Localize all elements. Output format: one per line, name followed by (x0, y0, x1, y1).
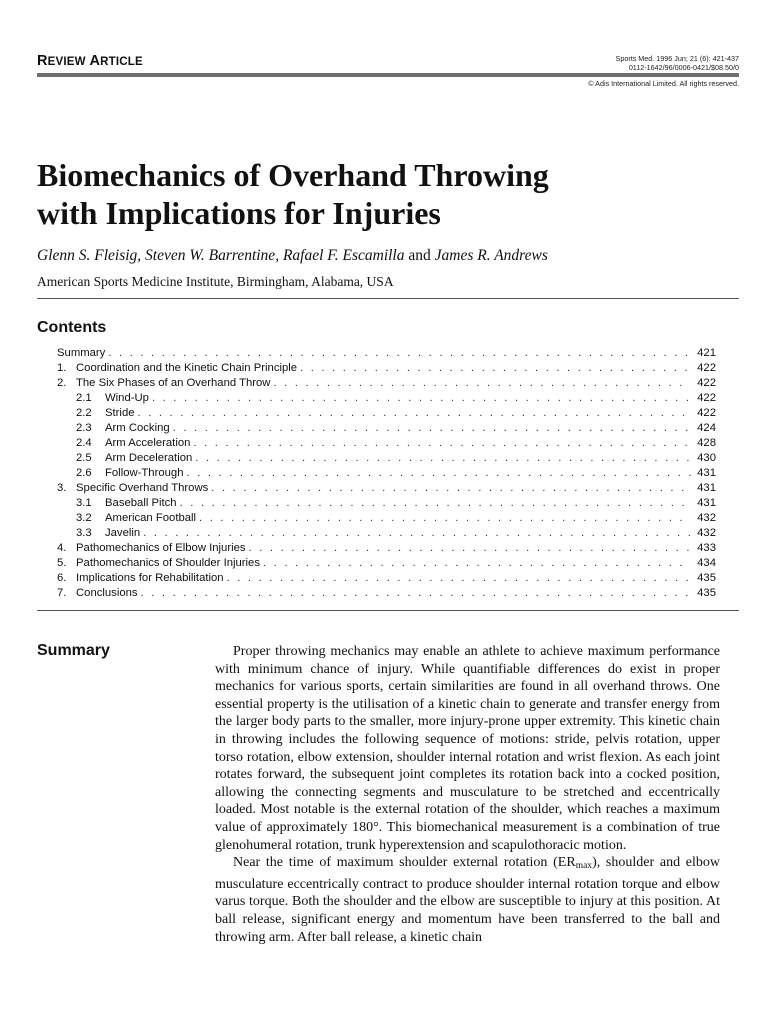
article-type-initial: R (37, 53, 48, 69)
citation-issn-line: 0112-1642/96/0006-0421/$08.50/0 (628, 63, 739, 72)
toc-entry-title: The Six Phases of an Overhand Throw (76, 377, 271, 389)
table-of-contents (57, 346, 716, 601)
toc-entry (57, 466, 716, 481)
article-title (37, 156, 737, 232)
authors-part-2: James R. Andrews (434, 247, 548, 264)
toc-entry (57, 571, 716, 586)
toc-entry-page: 428 (697, 437, 716, 449)
toc-dot-leader (211, 481, 691, 496)
toc-entry-title: Conclusions (76, 587, 138, 599)
toc-entry-number: 2.5 (76, 452, 92, 464)
toc-entry-page: 431 (697, 482, 716, 494)
toc-entry-title: Wind-Up (105, 392, 149, 404)
toc-entry-title: Summary (57, 347, 106, 359)
toc-dot-leader (199, 511, 691, 526)
toc-entry-number: 3.3 (76, 527, 92, 539)
toc-entry-number: 3.1 (76, 497, 92, 509)
article-type-initial-2: A (89, 53, 101, 69)
toc-entry-page: 435 (697, 572, 716, 584)
toc-entry-title: Pathomechanics of Elbow Injuries (76, 542, 246, 554)
toc-entry (57, 361, 716, 376)
toc-entry-number: 3. (57, 482, 67, 494)
toc-entry-page: 421 (697, 347, 716, 359)
toc-entry-title: American Football (105, 512, 197, 524)
toc-dot-leader (263, 556, 691, 571)
toc-entry-title: Implications for Rehabilitation (76, 572, 224, 584)
divider (37, 298, 739, 299)
toc-entry (57, 511, 716, 526)
toc-dot-leader (249, 541, 691, 556)
toc-entry (57, 496, 716, 511)
toc-entry (57, 436, 716, 451)
toc-entry (57, 346, 716, 361)
toc-entry-page: 434 (697, 557, 716, 569)
toc-entry (57, 526, 716, 541)
article-type-rest: EVIEW (47, 56, 86, 68)
toc-entry-page: 424 (697, 422, 716, 434)
toc-dot-leader (108, 346, 691, 361)
toc-dot-leader (180, 496, 691, 511)
toc-dot-leader (143, 526, 691, 541)
toc-dot-leader (227, 571, 691, 586)
toc-entry-title: Arm Cocking (105, 422, 170, 434)
toc-entry (57, 406, 716, 421)
toc-entry-title: Follow-Through (105, 467, 184, 479)
toc-entry-title: Javelin (105, 527, 141, 539)
summary-text (215, 643, 720, 946)
toc-entry-number: 2.2 (76, 407, 92, 419)
toc-dot-leader (141, 586, 691, 601)
toc-entry-page: 432 (697, 512, 716, 524)
toc-entry-page: 430 (697, 452, 716, 464)
toc-entry-page: 422 (697, 377, 716, 389)
toc-entry (57, 481, 716, 496)
toc-entry (57, 556, 716, 571)
journal-citation (459, 54, 739, 72)
toc-entry (57, 391, 716, 406)
title-line-1: Biomechanics of Overhand Throwing (37, 157, 549, 193)
author-list (37, 247, 737, 265)
toc-entry-title: Baseball Pitch (105, 497, 177, 509)
toc-dot-leader (273, 376, 691, 391)
toc-entry-title: Arm Deceleration (105, 452, 193, 464)
toc-entry-page: 422 (697, 362, 716, 374)
toc-dot-leader (152, 391, 691, 406)
toc-dot-leader (173, 421, 691, 436)
toc-entry-number: 7. (57, 587, 67, 599)
toc-dot-leader (195, 451, 691, 466)
toc-entry-page: 433 (697, 542, 716, 554)
toc-entry-number: 6. (57, 572, 67, 584)
toc-entry-title: Pathomechanics of Shoulder Injuries (76, 557, 260, 569)
toc-entry-number: 2.1 (76, 392, 92, 404)
summary-paragraph: Proper throwing mechanics may enable an athlete to achieve maximum performance with minimum chance of injury. While quantifiable differences do exist in proper mechanics for various sports, certain similarities are found in all overhand throws. One essential property is the utilisation of a kinetic chain to generate and transfer energy from the larger body parts to the smaller, more injury-prone upper extremity. This kinetic chain in throwing includes the following sequence of motions: stride, pelvis rotation, upper torso rotation, elbow extension, shoulder internal rotation and wrist flexion. As each joint rotates forward, the subsequent joint completes its rotation back into a cocked position, allowing the connecting segments and musculature to be stretched and eccentrically loaded. Most notable is the external rotation of the shoulder, which reaches a maximum value of approximately 180°. This biomechanical measurement is a combination of true glenohumeral rotation, trunk hyperextension and scapulothoracic motion. (215, 644, 720, 853)
toc-dot-leader (300, 361, 691, 376)
article-type-label (37, 53, 143, 69)
toc-entry-page: 431 (697, 497, 716, 509)
toc-entry-number: 4. (57, 542, 67, 554)
toc-entry-page: 431 (697, 467, 716, 479)
toc-entry-title: Specific Overhand Throws (76, 482, 209, 494)
toc-entry-number: 2.3 (76, 422, 92, 434)
toc-entry-page: 432 (697, 527, 716, 539)
toc-entry-page: 422 (697, 392, 716, 404)
title-line-2: with Implications for Injuries (37, 195, 441, 231)
toc-entry (57, 451, 716, 466)
author-affiliation: American Sports Medicine Institute, Birmingham, Alabama, USA (37, 274, 394, 289)
toc-entry-number: 2.6 (76, 467, 92, 479)
header-rule (37, 73, 739, 77)
toc-entry (57, 376, 716, 391)
copyright-notice: © Adis International Limited. All rights reserved. (588, 79, 739, 88)
summary-paragraph: Near the time of maximum shoulder external rotation $(ER_{max})$, shoulder and elbow musculature eccentrically contract to produce shoulder internal rotation torque and elbow varus torque. Both the shoulder and the elbow are susceptible to injury at this position. At ball release, significant energy and momentum have been transferred to the ball and throwing arm. After ball release, a kinetic chain (215, 855, 720, 945)
divider (37, 610, 739, 611)
toc-entry-number: 5. (57, 557, 67, 569)
citation-line: Sports Med. 1996 Jun; 21 (6): 421-437 (615, 54, 739, 63)
toc-entry (57, 541, 716, 556)
summary-heading: Summary (37, 642, 110, 659)
authors-part-1: Glenn S. Fleisig, Steven W. Barrentine, Rafael F. Escamilla (37, 247, 405, 264)
toc-entry-page: 422 (697, 407, 716, 419)
toc-entry-title: Arm Acceleration (105, 437, 191, 449)
toc-entry-title: Stride (105, 407, 135, 419)
toc-entry-page: 435 (697, 587, 716, 599)
toc-entry-number: 2. (57, 377, 67, 389)
article-type-rest-2: RTICLE (100, 56, 143, 68)
authors-conjunction: and (408, 247, 431, 264)
toc-dot-leader (138, 406, 691, 421)
toc-entry-title: Coordination and the Kinetic Chain Principle (76, 362, 298, 374)
subscript: max (575, 861, 593, 872)
toc-entry (57, 586, 716, 601)
toc-entry (57, 421, 716, 436)
contents-heading: Contents (37, 319, 107, 336)
toc-entry-number: 1. (57, 362, 67, 374)
toc-dot-leader (186, 466, 691, 481)
toc-entry-number: 3.2 (76, 512, 92, 524)
toc-dot-leader (193, 436, 691, 451)
toc-entry-number: 2.4 (76, 437, 92, 449)
